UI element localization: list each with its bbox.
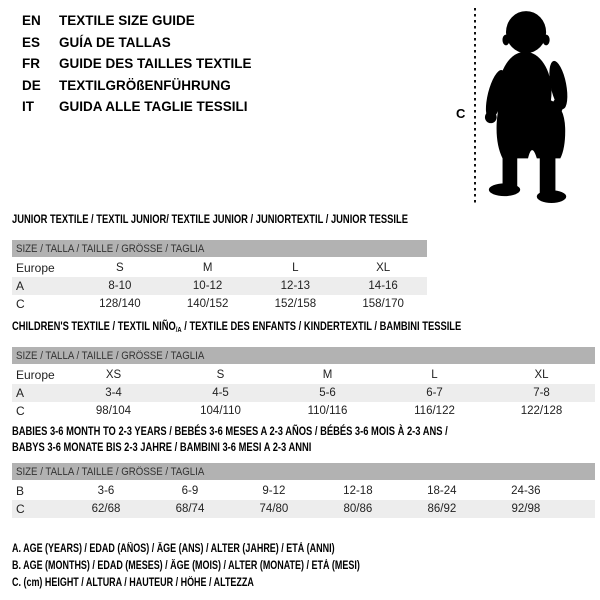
lang-text: GUIDE DES TAILLES TEXTILE (59, 56, 252, 71)
row-label: A (12, 277, 76, 295)
lang-row-en (22, 10, 252, 32)
table-row (12, 258, 427, 277)
lang-code: DE (22, 77, 41, 93)
language-header (22, 10, 252, 118)
size-value: 104/110 (200, 405, 241, 417)
size-value: 3-6 (97, 485, 115, 497)
legend (12, 541, 458, 592)
size-value: 10-12 (164, 277, 252, 295)
table-row (12, 384, 595, 402)
row-label: A (12, 384, 60, 402)
babies-table-title-line1: BABIES 3-6 MONTH TO 2-3 YEARS / BEBÉS 3-6 MESES A 2-3 AÑOS / BÉBÉS 3-6 MOIS À 2-3 ANS / (12, 424, 448, 438)
size-value: 74/80 (232, 500, 316, 518)
children-table-title: CHILDREN'S TEXTILE / TEXTIL $NIÑO_{/A}$ / TEXTILE DES ENFANTS / KINDERTEXTIL / BAMBINI TESSILE (12, 319, 462, 334)
size-value: 14-16 (339, 277, 427, 295)
size-value: 152/158 (274, 298, 317, 310)
size-value: S (116, 262, 124, 274)
size-header-bar (12, 240, 427, 258)
spacer-cell (568, 500, 595, 518)
row-label: B (16, 484, 25, 498)
row-label: C (16, 297, 25, 311)
spacer-cell (568, 481, 595, 500)
size-value: L (292, 262, 299, 274)
size-value: 92/98 (484, 500, 568, 518)
table-row (12, 402, 595, 420)
lang-row-fr (22, 53, 252, 75)
legend-line-a: A. AGE (YEARS) / EDAD (AÑOS) / ÂGE (ANS) / ALTER (JAHRE) / ETÀ (ANNI) (12, 543, 335, 555)
junior-table-section (12, 212, 427, 313)
lang-text: TEXTILGRÖßENFÜHRUNG (59, 77, 231, 93)
size-value: 5-6 (274, 384, 381, 402)
size-header-text: SIZE / TALLA / TAILLE / GRÖSSE / TAGLIA (16, 242, 205, 255)
size-value: XL (376, 262, 391, 274)
size-value: 7-8 (488, 384, 595, 402)
size-value: M (322, 369, 333, 381)
children-size-table (12, 347, 595, 420)
legend-line-c: C. (cm) HEIGHT / ALTURA / HAUTEUR / HÖHE / ALTEZZA (12, 577, 254, 589)
size-value: L (431, 369, 438, 381)
size-header-bar (12, 347, 595, 365)
size-value: 116/122 (414, 405, 455, 417)
size-value: XL (534, 369, 549, 381)
size-value: S (216, 369, 225, 381)
size-value: 8-10 (76, 277, 164, 295)
lang-row-de (22, 75, 252, 97)
size-value: 62/68 (64, 500, 148, 518)
size-value: 68/74 (148, 500, 232, 518)
table-row (12, 277, 427, 295)
babies-table-section (12, 423, 595, 518)
size-value: 158/170 (362, 298, 404, 310)
size-value: 86/92 (400, 500, 484, 518)
nino-a-subscript: /A (175, 325, 182, 334)
lang-code: ES (22, 34, 41, 50)
row-label: Europe (16, 368, 55, 382)
lang-code: EN (22, 13, 41, 28)
lang-code: FR (22, 56, 40, 71)
size-value: 3-4 (60, 384, 167, 402)
lang-row-es (22, 32, 252, 54)
children-table-section (12, 319, 595, 420)
size-value: 98/104 (95, 405, 132, 417)
height-dashed-line (474, 8, 476, 206)
size-value: 110/116 (307, 405, 348, 417)
size-value: 4-5 (167, 384, 274, 402)
table-row (12, 500, 595, 518)
size-header-text: SIZE / TALLA / TAILLE / GRÖSSE / TAGLIA (16, 349, 205, 362)
size-value: M (202, 262, 213, 274)
size-value: 6-7 (381, 384, 488, 402)
size-value: 122/128 (520, 405, 563, 417)
legend-line-b: B. AGE (MONTHS) / EDAD (MESES) / ÂGE (MOIS) / ALTER (MONATE) / ETÀ (MESI) (12, 560, 360, 572)
table-row (12, 365, 595, 384)
lang-text: GUIDA ALLE TAGLIE TESSILI (59, 99, 248, 114)
size-header-row (12, 347, 595, 365)
lang-code: IT (22, 99, 34, 114)
babies-table-title-line2: BABYS 3-6 MONATE BIS 2-3 JAHRE / BAMBINI 3-6 MESI A 2-3 ANNI (12, 440, 312, 454)
babies-size-table (12, 463, 595, 518)
size-value: 12-18 (343, 485, 373, 497)
size-value: 9-12 (262, 485, 286, 497)
row-label: C (12, 500, 64, 518)
size-value: 18-24 (427, 485, 457, 497)
size-value: 24-36 (511, 485, 541, 497)
row-label: C (16, 404, 25, 418)
size-header-row (12, 463, 595, 481)
size-header-text: SIZE / TALLA / TAILLE / GRÖSSE / TAGLIA (16, 465, 205, 478)
row-label: Europe (16, 261, 55, 275)
lang-row-it (22, 96, 252, 118)
size-value: 80/86 (316, 500, 400, 518)
junior-size-table (12, 240, 427, 313)
table-row (12, 295, 427, 313)
size-value: 128/140 (99, 298, 141, 310)
baby-silhouette-icon (482, 8, 575, 207)
table-row (12, 481, 595, 500)
lang-text: GUÍA DE TALLAS (59, 34, 171, 50)
size-value: 12-13 (252, 277, 340, 295)
junior-table-title: JUNIOR TEXTILE / TEXTIL JUNIOR/ TEXTILE JUNIOR / JUNIORTEXTIL / JUNIOR TESSILE (12, 212, 408, 226)
size-value: 6-9 (181, 485, 199, 497)
size-value: 140/152 (186, 298, 229, 310)
size-value: XS (105, 369, 122, 381)
lang-text: TEXTILE SIZE GUIDE (59, 13, 195, 28)
height-c-label: C (456, 106, 466, 121)
size-header-bar (12, 463, 595, 481)
size-header-row (12, 240, 427, 258)
